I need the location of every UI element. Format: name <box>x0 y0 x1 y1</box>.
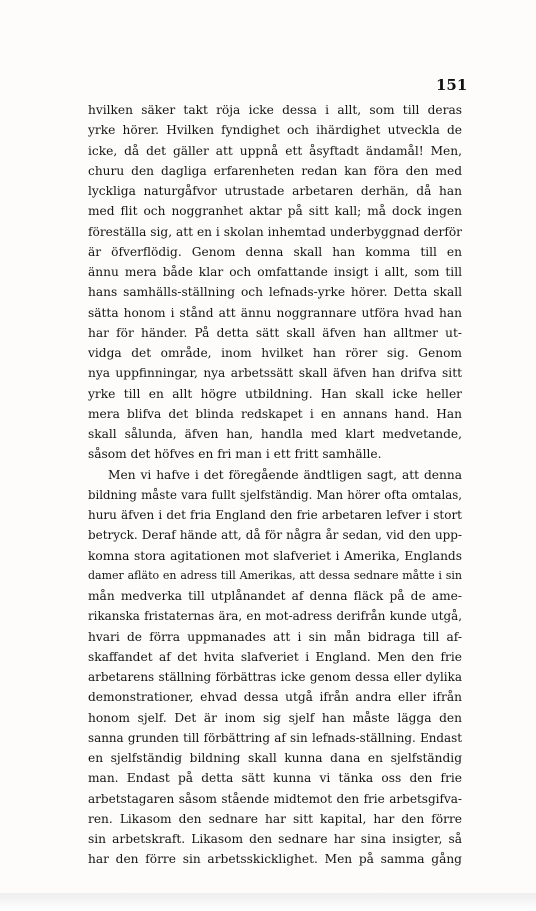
text-line: är öfverflödig. Genom denna skall han komma till en <box>88 244 462 259</box>
text-line: sanna grunden till förbättring af sin lefnads-ställning. Endast <box>88 730 462 745</box>
text-line: med flit och noggranhet aktar på sitt kall; må dock ingen <box>88 204 462 219</box>
text-line: ren. Likasom den sednare har sitt kapital, har den förre <box>88 811 462 826</box>
text-line: har för händer. På detta sätt skall äfven han alltmer ut- <box>88 325 462 340</box>
text-line: arbetarens ställning förbättras icke genom dessa eller dylika <box>88 670 462 684</box>
text-line: sin arbetskraft. Likasom den sednare har sina insigter, så <box>88 832 462 846</box>
page-bottom-edge <box>0 893 536 911</box>
text-line: vidga det område, inom hvilket han rörer sig. Genom <box>88 346 462 360</box>
text-line: churu den dagliga erfarenheten redan kan föra den med <box>88 163 462 178</box>
text-line: man. Endast på detta sätt kunna vi tänka oss den frie <box>88 771 462 786</box>
text-line: skaffandet af det hvita slafveriet i England. Men den frie <box>88 649 462 664</box>
text-line: arbetstagaren såsom stående midtemot den frie arbetsgifva- <box>88 791 462 806</box>
text-line: hans samhälls-ställning och lefnads-yrke hörer. Detta skall <box>88 285 462 300</box>
text-line: demonstrationer, ehvad dessa utgå ifrån andra eller ifrån <box>88 690 462 705</box>
text-line: har den förre sin arbetsskicklighet. Men på samma gång <box>88 852 462 867</box>
text-line: bildning måste vara fullt sjelfständig. Man hörer ofta omtalas, <box>88 487 462 502</box>
text-line: hvari de förra uppmanades att i sin mån bidraga till af- <box>88 629 462 644</box>
page-number: 151 <box>436 76 468 94</box>
body-text <box>88 100 462 870</box>
text-line: sätta honom i stånd att ännu noggrannare utföra hvad han <box>88 305 462 320</box>
text-line: huru äfven i det fria England den frie arbetaren lefver i stort <box>88 508 462 522</box>
text-line: ännu mera både klar och omfattande insigt i allt, som till <box>88 265 462 279</box>
text-line: yrke hörer. Hvilken fyndighet och ihärdighet utveckla de <box>88 123 462 138</box>
text-line: skall sålunda, äfven han, handla med klart medvetande, <box>88 427 462 441</box>
text-line: Men vi hafve i det föregående ändtligen sagt, att denna <box>108 467 462 482</box>
text-line: mera blifva det blinda redskapet i en annans hand. Han <box>88 406 462 421</box>
text-line: rikanska fristaternas ära, en mot-adress derifrån kunde utgå, <box>88 609 462 624</box>
text-line: betryck. Deraf hände att, då för några år sedan, vid den upp- <box>88 528 462 543</box>
text-line: en sjelfständig bildning skall kunna dana en sjelfständig <box>88 751 462 765</box>
text-line: såsom det höfves en fri man i ett fritt samhälle. <box>88 447 382 462</box>
text-line: mån medverka till utplånandet af denna fläck på de ame- <box>88 589 462 603</box>
text-line: damer afläto en adress till Amerikas, att dessa sednare måtte i sin <box>88 568 462 582</box>
text-line: hvilken säker takt röja icke dessa i allt, som till deras <box>88 103 462 117</box>
text-line: honom sjelf. Det är inom sig sjelf han måste lägga den <box>88 710 462 725</box>
text-line: lyckliga naturgåfvor utrustade arbetaren derhän, då han <box>88 184 462 198</box>
text-line: yrke till en allt högre utbildning. Han skall icke heller <box>88 386 462 401</box>
text-line: föreställa sig, att en i skolan inhemtad underbyggnad derför <box>88 224 462 239</box>
text-line: nya uppfinningar, nya arbetssätt skall äfven han drifva sitt <box>88 366 462 381</box>
text-line: komna stora agitationen mot slafveriet i Amerika, Englands <box>88 548 462 563</box>
text-line: icke, då det gäller att uppnå ett åsyftadt ändamål! Men, <box>88 143 462 158</box>
